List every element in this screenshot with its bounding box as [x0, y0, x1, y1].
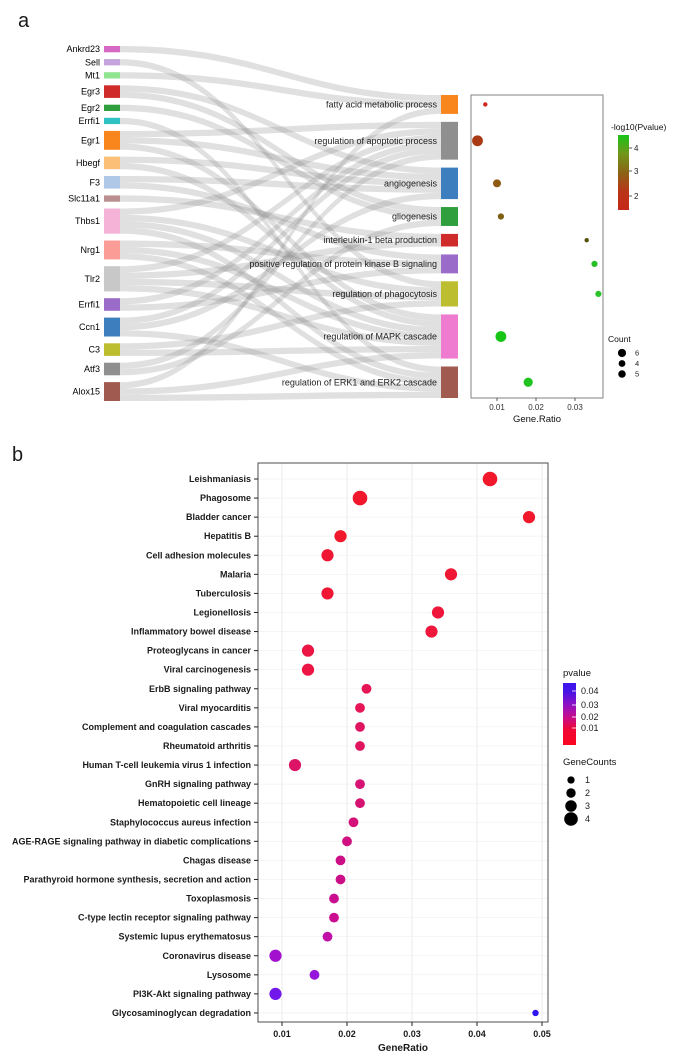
size-legend-dot [565, 800, 577, 812]
legend-tick-label: 3 [634, 167, 639, 176]
gene-label: Tlr2 [84, 273, 100, 284]
size-legend-value: 5 [635, 369, 640, 379]
legend-tick-label: 2 [634, 192, 639, 201]
pathway-label: AGE-RAGE signaling pathway in diabetic complications [11, 836, 251, 847]
gene-node [104, 363, 120, 376]
go-term-label: gliogenesis [391, 211, 437, 222]
kegg-bubble [336, 875, 346, 885]
gene-label: Alox15 [72, 386, 100, 397]
color-legend-bar [563, 683, 576, 745]
kegg-bubble [349, 817, 359, 827]
gene-node [104, 59, 120, 65]
pathway-label: GnRH signaling pathway [144, 779, 251, 790]
kegg-bubble [334, 530, 346, 542]
plot-border [471, 95, 603, 398]
size-legend-dot [566, 788, 575, 797]
pathway-label: C-type lectin receptor signaling pathway [77, 912, 251, 923]
go-term-label: positive regulation of protein kinase B signaling [249, 258, 437, 269]
kegg-bubble [289, 759, 301, 771]
go-term-node [441, 122, 458, 160]
go-term-node [441, 281, 458, 306]
pathway-label: Leishmaniasis [188, 474, 251, 484]
gene-node [104, 298, 120, 311]
pathway-label: PI3K-Akt signaling pathway [132, 988, 251, 999]
x-tick-label: 0.04 [468, 1029, 486, 1039]
x-tick-label: 0.02 [338, 1029, 356, 1039]
gene-label: Nrg1 [80, 244, 100, 255]
gene-label: Mt1 [84, 70, 100, 81]
gene-label: Slc11a1 [68, 193, 100, 204]
size-legend-value: 1 [585, 775, 591, 785]
go-bubble [483, 102, 487, 106]
size-legend-value: 4 [635, 359, 640, 368]
legend-tick-label: 0.04 [581, 686, 599, 696]
gene-node [104, 382, 120, 401]
go-bubble [472, 135, 483, 146]
legend-tick-label: 0.01 [581, 723, 599, 733]
gene-node [104, 176, 120, 189]
gene-node [104, 72, 120, 78]
go-term-label: regulation of apoptotic process [314, 135, 437, 146]
x-tick-label: 0.03 [567, 403, 583, 412]
kegg-bubble [425, 625, 437, 637]
go-term-label: angiogenesis [383, 178, 437, 189]
x-axis-title: GeneRatio [377, 1043, 429, 1054]
pathway-label: Legionellosis [193, 607, 251, 618]
kegg-bubble [355, 798, 365, 808]
kegg-bubble [353, 491, 368, 506]
pathway-label: Toxoplasmosis [186, 893, 251, 904]
go-term-node [441, 95, 458, 114]
go-term-label: regulation of ERK1 and ERK2 cascade [281, 377, 437, 388]
gene-node [104, 318, 120, 337]
kegg-bubble [329, 913, 339, 923]
go-bubble-plot [465, 80, 700, 450]
pathway-label: Inflammatory bowel disease [130, 626, 251, 637]
gene-label: Egr2 [80, 102, 100, 113]
go-bubble [498, 213, 504, 219]
gene-label: F3 [89, 177, 100, 188]
size-legend-dot [618, 370, 626, 378]
size-legend-title: GeneCounts [563, 757, 617, 768]
size-legend-dot [564, 812, 578, 826]
go-term-node [441, 207, 458, 226]
x-tick-label: 0.01 [489, 403, 505, 412]
size-legend-value: 4 [585, 814, 591, 824]
pathway-label: Malaria [219, 569, 251, 580]
gene-label: Errfi1 [78, 299, 100, 310]
legend-tick-label: 0.02 [581, 712, 599, 722]
pathway-label: Viral myocarditis [178, 702, 251, 713]
gene-label: Errfi1 [78, 115, 100, 126]
kegg-bubble [432, 606, 444, 618]
size-legend-value: 2 [585, 788, 591, 798]
kegg-bubble [532, 1010, 538, 1016]
kegg-bubble [355, 722, 365, 732]
gene-node [104, 343, 120, 356]
kegg-bubble [310, 970, 320, 980]
pathway-label: Hepatitis B [203, 531, 251, 542]
pathway-label: Proteoglycans in cancer [146, 645, 251, 656]
go-bubble [595, 291, 601, 297]
pathway-label: Rheumatoid arthritis [162, 740, 251, 751]
kegg-bubble [355, 779, 365, 789]
gene-label: Atf3 [83, 364, 100, 374]
kegg-bubble [321, 549, 333, 561]
go-term-label: regulation of MAPK cascade [323, 331, 437, 342]
size-legend-value: 6 [635, 348, 640, 358]
x-tick-label: 0.03 [403, 1029, 421, 1039]
kegg-bubble [355, 741, 365, 751]
gene-label: Thbs1 [74, 216, 100, 227]
pathway-label: Hematopoietic cell lineage [137, 798, 251, 809]
x-tick-label: 0.02 [528, 403, 544, 412]
legend-tick-label: 4 [634, 144, 639, 153]
go-term-label: regulation of phagocytosis [332, 288, 437, 299]
pathway-label: Chagas disease [182, 855, 251, 866]
kegg-bubble-plot [0, 455, 700, 1056]
color-legend-bar [618, 135, 629, 210]
gene-label: Ccn1 [78, 322, 100, 333]
go-term-label: interleukin-1 beta production [323, 235, 437, 246]
go-bubble [591, 261, 597, 267]
kegg-bubble [321, 587, 333, 599]
pathway-label: Parathyroid hormone synthesis, secretion and action [23, 874, 251, 885]
panel-b-label: b [12, 444, 24, 466]
go-bubble [524, 378, 533, 387]
gene-label: Ankrd23 [66, 44, 100, 55]
gene-label: C3 [88, 344, 100, 355]
kegg-bubble [483, 472, 498, 487]
gene-label: Egr1 [80, 135, 100, 146]
legend-tick-label: 0.03 [581, 700, 599, 710]
kegg-bubble [302, 664, 314, 676]
kegg-bubble [523, 511, 535, 523]
pathway-label: Glycosaminoglycan degradation [111, 1007, 251, 1018]
gene-node [104, 157, 120, 170]
go-bubble [585, 238, 589, 242]
kegg-bubble [329, 894, 339, 904]
kegg-bubble [323, 932, 333, 942]
kegg-bubble [336, 856, 346, 866]
pathway-label: Systemic lupus erythematosus [118, 931, 251, 942]
kegg-bubble [269, 988, 281, 1000]
go-bubble [496, 331, 507, 342]
pathway-label: Complement and coagulation cascades [81, 721, 251, 732]
go-term-node [441, 234, 458, 247]
pathway-label: ErbB signaling pathway [148, 683, 251, 694]
go-term-label: fatty acid metabolic process [325, 99, 437, 110]
gene-node [104, 46, 120, 52]
gene-node [104, 85, 120, 98]
kegg-bubble [302, 645, 314, 657]
gene-node [104, 105, 120, 111]
gene-node [104, 118, 120, 124]
size-legend-dot [619, 360, 626, 367]
size-legend-dot [618, 349, 626, 357]
pathway-label: Viral carcinogenesis [163, 664, 251, 675]
gene-label: Hbegf [75, 157, 100, 168]
pathway-label: Staphylococcus aureus infection [109, 817, 251, 828]
gene-node [104, 241, 120, 260]
plot-border [258, 463, 548, 1022]
go-term-node [441, 168, 458, 200]
gene-label: Sell [84, 57, 100, 68]
gene-node [104, 209, 120, 234]
kegg-bubble [362, 684, 372, 694]
kegg-bubble [342, 836, 352, 846]
go-term-node [441, 314, 458, 358]
kegg-bubble [355, 703, 365, 713]
gene-label: Egr3 [80, 86, 100, 97]
sankey-diagram [0, 35, 465, 415]
pathway-label: Tuberculosis [195, 588, 251, 599]
go-bubble [493, 179, 501, 187]
color-legend-title: -log10(Pvalue) [611, 122, 667, 132]
kegg-bubble [269, 950, 281, 962]
kegg-bubble [445, 568, 457, 580]
gene-node [104, 266, 120, 291]
pathway-label: Cell adhesion molecules [145, 550, 251, 561]
pathway-label: Lysosome [206, 969, 251, 980]
size-legend-title: Count [608, 334, 631, 344]
panel-a-label: a [18, 10, 30, 32]
size-legend-value: 3 [585, 801, 591, 811]
size-legend-dot [567, 776, 574, 783]
x-tick-label: 0.01 [273, 1029, 291, 1039]
gene-node [104, 195, 120, 201]
gene-node [104, 131, 120, 150]
go-term-node [441, 367, 458, 399]
go-term-node [441, 254, 458, 273]
color-legend-title: pvalue [563, 668, 591, 679]
x-axis-title: Gene.Ratio [512, 414, 562, 425]
pathway-label: Human T-cell leukemia virus 1 infection [82, 760, 251, 771]
pathway-label: Phagosome [199, 493, 251, 504]
pathway-label: Coronavirus disease [162, 950, 251, 961]
pathway-label: Bladder cancer [185, 512, 251, 523]
x-tick-label: 0.05 [533, 1029, 551, 1039]
